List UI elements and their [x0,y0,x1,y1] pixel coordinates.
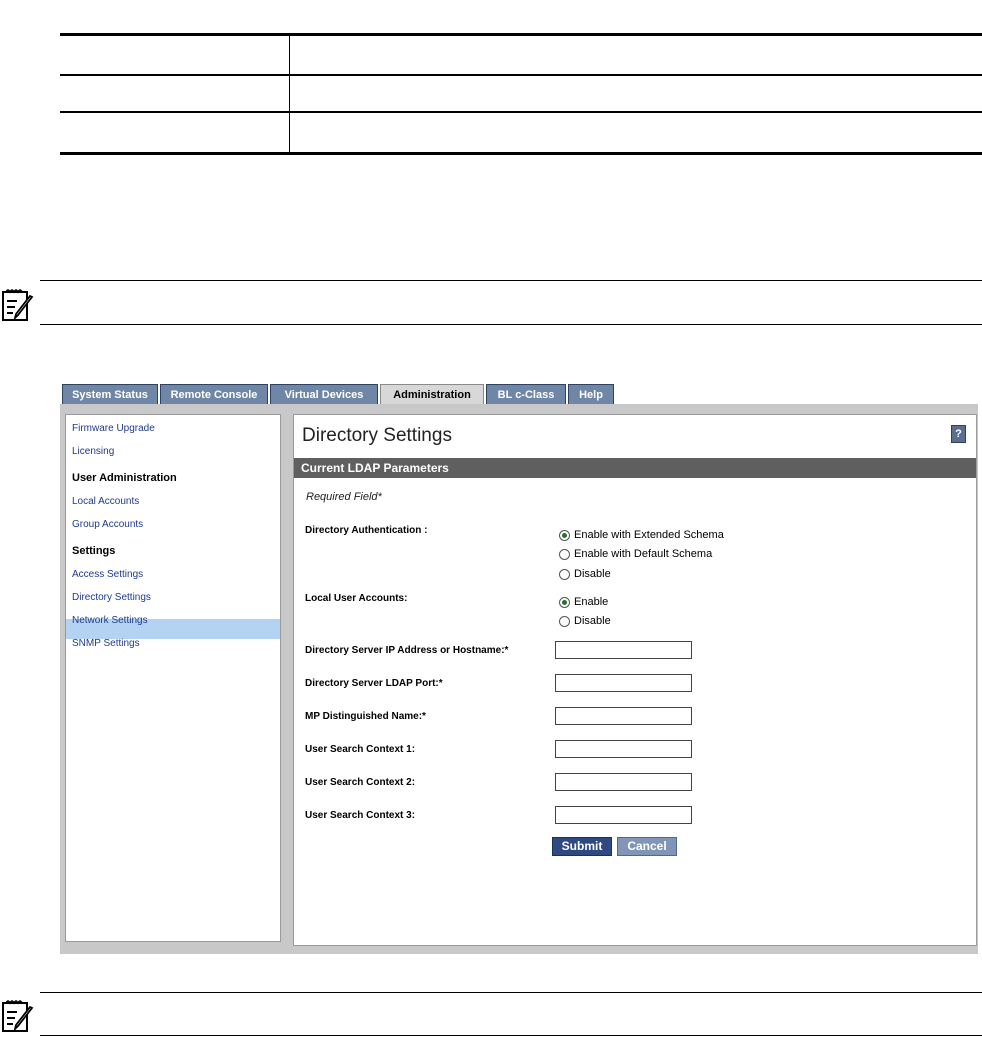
user-search-context-2-label: User Search Context 2: [305,777,416,788]
note-icon [0,998,36,1034]
tab-virtual-devices[interactable]: Virtual Devices [270,384,378,404]
help-icon[interactable]: ? [951,425,966,443]
note-bottom-rule [40,324,982,325]
sidebar-item-snmp-settings[interactable]: SNMP Settings [72,638,140,649]
tab-administration[interactable]: Administration [380,384,484,404]
table-column-divider [289,36,290,152]
table-row-divider [60,111,982,113]
sidebar-item-group-accounts[interactable]: Group Accounts [72,519,144,530]
section-header: Current LDAP Parameters [294,458,976,478]
sidebar-item-network-settings[interactable]: Network Settings [72,615,148,626]
note-top-rule [40,280,982,281]
radio-unselected-icon [559,569,570,580]
user-search-context-1-label: User Search Context 1: [305,744,416,755]
user-search-context-1-input[interactable] [555,740,692,758]
note-top-rule [40,992,982,993]
radio-label: Disable [574,615,611,627]
sidebar-item-firmware-upgrade[interactable]: Firmware Upgrade [72,423,155,434]
radio-unselected-icon [559,549,570,560]
tab-help[interactable]: Help [568,384,614,404]
radio-unselected-icon [559,616,570,627]
document-table [60,33,982,155]
radio-label: Enable with Extended Schema [574,529,724,541]
sidebar-item-licensing[interactable]: Licensing [72,446,115,457]
user-search-context-2-input[interactable] [555,773,692,791]
submit-button[interactable]: Submit [552,837,612,856]
radio-label: Enable with Default Schema [574,548,713,560]
user-search-context-3-input[interactable] [555,806,692,824]
radio-disable-local-accounts[interactable] [559,615,611,627]
tab-bl-c-class[interactable]: BL c-Class [486,384,566,404]
directory-server-port-input[interactable] [555,674,692,692]
radio-enable-extended-schema[interactable] [559,529,724,541]
sidebar-heading-settings: Settings [72,545,116,557]
sidebar-item-access-settings[interactable]: Access Settings [72,569,144,580]
mp-distinguished-name-label: MP Distinguished Name:* [305,711,426,722]
sidebar [65,414,281,942]
tab-system-status[interactable]: System Status [62,384,158,404]
note-icon [0,287,36,323]
radio-label: Enable [574,596,609,608]
ilo-admin-screenshot [60,382,978,954]
tab-remote-console[interactable]: Remote Console [160,384,268,404]
radio-selected-icon [559,530,570,541]
required-field-note: Required Field* [306,491,382,503]
radio-disable-directory[interactable] [559,568,611,580]
directory-server-port-label: Directory Server LDAP Port:* [305,678,443,689]
directory-authentication-label: Directory Authentication : [305,525,428,536]
tab-bar [60,382,978,404]
sidebar-item-directory-settings[interactable]: Directory Settings [72,592,151,603]
table-row-divider [60,74,982,76]
mp-distinguished-name-input[interactable] [555,707,692,725]
sidebar-item-local-accounts[interactable]: Local Accounts [72,496,140,507]
radio-enable-default-schema[interactable] [559,548,712,560]
cancel-button[interactable]: Cancel [617,837,677,856]
sidebar-heading-user-administration: User Administration [72,472,177,484]
radio-selected-icon [559,597,570,608]
directory-server-ip-label: Directory Server IP Address or Hostname:* [305,645,509,656]
page-title: Directory Settings [302,425,452,446]
note-bottom-rule [40,1035,982,1036]
main-panel [293,414,977,946]
local-user-accounts-label: Local User Accounts: [305,593,408,604]
radio-enable-local-accounts[interactable] [559,596,608,608]
directory-server-ip-input[interactable] [555,641,692,659]
radio-label: Disable [574,568,611,580]
user-search-context-3-label: User Search Context 3: [305,810,416,821]
